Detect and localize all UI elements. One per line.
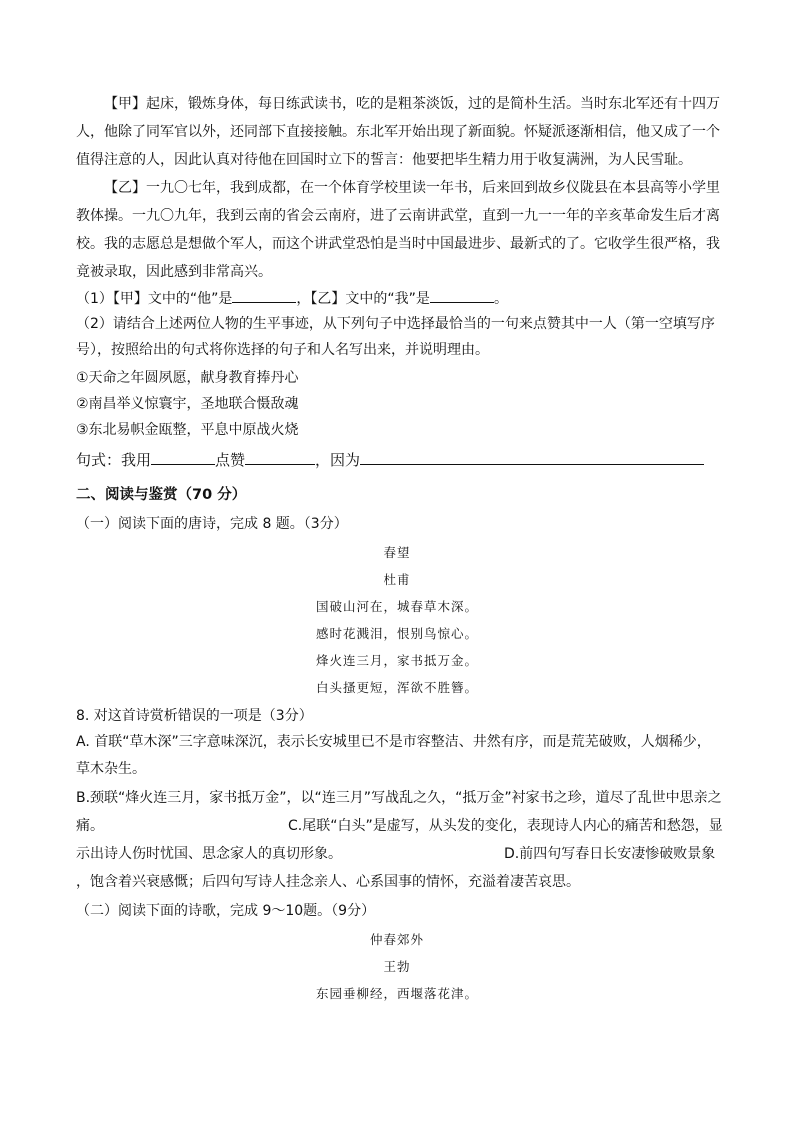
answer-blank-3[interactable] bbox=[151, 450, 215, 465]
poem-2-title: 仲春郊外 bbox=[369, 932, 424, 947]
question-1-text-c: 。 bbox=[493, 291, 508, 307]
subsection-2-heading: （二）阅读下面的诗歌，完成 9～10题。（9分） bbox=[76, 903, 376, 919]
option-a-line-2: 草木杂生。 bbox=[76, 761, 146, 777]
passage-yi-line-2: 教体操。一九〇九年，我到云南的省会云南府，进了云南讲武堂，直到一九一一年的辛亥革命发生后才离 bbox=[76, 208, 720, 224]
passage-yi-line-3: 校。我的志愿总是想做个军人，而这个讲武堂恐怕是当时中国最进步、最新式的了。它收学生很严格，我 bbox=[76, 236, 720, 252]
passage-jia-line-2: 人，他除了同军官以外，还同部下直接接触。东北军开始出现了新面貌。怀疑派逐渐相信，他又成了一个 bbox=[76, 124, 720, 140]
poem-1-line-1: 国破山河在，城春草木深。 bbox=[315, 599, 478, 614]
option-a-line-1: A. 首联“草木深”三字意味深沉，表示长安城里已不是市容整洁、井然有序，而是荒芜破败，人烟稀少， bbox=[76, 734, 711, 750]
pattern-text-a: 句式：我用 bbox=[76, 451, 152, 469]
option-d-line-2: ，饱含着兴衰感慨；后四句写诗人挂念亲人、心系国事的情怀，充溢着凄苦哀思。 bbox=[76, 874, 580, 890]
question-2-line-1: （2）请结合上述两位人物的生平事迹，从下列句子中选择最恰当的一句来点赞其中一人（第一空填写序 bbox=[76, 316, 715, 332]
section-2-heading: 二、阅读与鉴赏（70 分） bbox=[76, 487, 247, 503]
poem-2-author: 王勃 bbox=[383, 959, 411, 974]
passage-jia-line-3: 值得注意的人，因此认真对待他在回国时立下的誓言：他要把毕生精力用于收复满洲，为人民雪耻。 bbox=[76, 152, 692, 168]
question-1-text-b: ，【乙】文中的“我”是 bbox=[296, 291, 430, 307]
option-b-line-2: 痛。 bbox=[76, 818, 104, 834]
pattern-text-c: ，因为 bbox=[315, 451, 361, 469]
poem-1-line-2: 感时花溅泪，恨别鸟惊心。 bbox=[315, 626, 478, 641]
poem-1-line-4: 白头搔更短，浑欲不胜簪。 bbox=[315, 680, 478, 695]
option-2: ②南昌举义惊寰宇，圣地联合慑敌魂 bbox=[76, 396, 299, 412]
question-1-text-a: （1）【甲】文中的“他”是 bbox=[76, 291, 233, 307]
option-1: ①天命之年圆夙愿，献身教育捧丹心 bbox=[76, 370, 299, 386]
question-2-line-2: 号），按照给出的句式将你选择的句子和人名写出来，并说明理由。 bbox=[76, 342, 489, 358]
poem-1-title: 春望 bbox=[383, 545, 411, 560]
passage-yi-line-4: 竟被录取，因此感到非常高兴。 bbox=[76, 264, 272, 280]
answer-blank-5[interactable] bbox=[360, 450, 704, 465]
option-3: ③东北易帜金瓯整，平息中原战火烧 bbox=[76, 422, 299, 438]
answer-blank-1[interactable] bbox=[232, 288, 296, 303]
poem-2-line-1: 东园垂柳经，西堰落花津。 bbox=[315, 986, 478, 1001]
answer-blank-2[interactable] bbox=[430, 288, 494, 303]
option-c-line-2: 示出诗人伤时忧国、思念家人的真切形象。 bbox=[76, 846, 342, 862]
question-8-stem: 8. 对这首诗赏析错误的一项是（3分） bbox=[76, 708, 313, 724]
passage-yi-line-1: 【乙】一九〇七年，我到成都，在一个体育学校里读一年书，后来回到故乡仪陇县在本县高等小学里 bbox=[104, 180, 720, 196]
pattern-text-b: 点赞 bbox=[215, 451, 246, 469]
option-d-line-1: D.前四句写春日长安凄惨破败景象 bbox=[504, 846, 716, 862]
answer-blank-4[interactable] bbox=[245, 450, 315, 465]
option-c-line-1: C.尾联“白头”是虚写，从头发的变化，表现诗人内心的痛苦和愁怨，显 bbox=[288, 818, 723, 834]
option-b-line-1: B.颈联“烽火连三月，家书抵万金”，以“连三月”写战乱之久，“抵万金”衬家书之珍，道尽了乱世中思亲之 bbox=[76, 790, 722, 806]
subsection-1-heading: （一）阅读下面的唐诗，完成 8 题。（3分） bbox=[76, 516, 348, 532]
sentence-pattern bbox=[76, 450, 724, 470]
poem-1-line-3: 烽火连三月，家书抵万金。 bbox=[315, 653, 478, 668]
passage-jia-line-1: 【甲】起床，锻炼身体，每日练武读书，吃的是粗茶淡饭，过的是简朴生活。当时东北军还有十四万 bbox=[104, 96, 720, 112]
question-1 bbox=[76, 288, 724, 309]
poem-1-author: 杜甫 bbox=[383, 572, 411, 587]
